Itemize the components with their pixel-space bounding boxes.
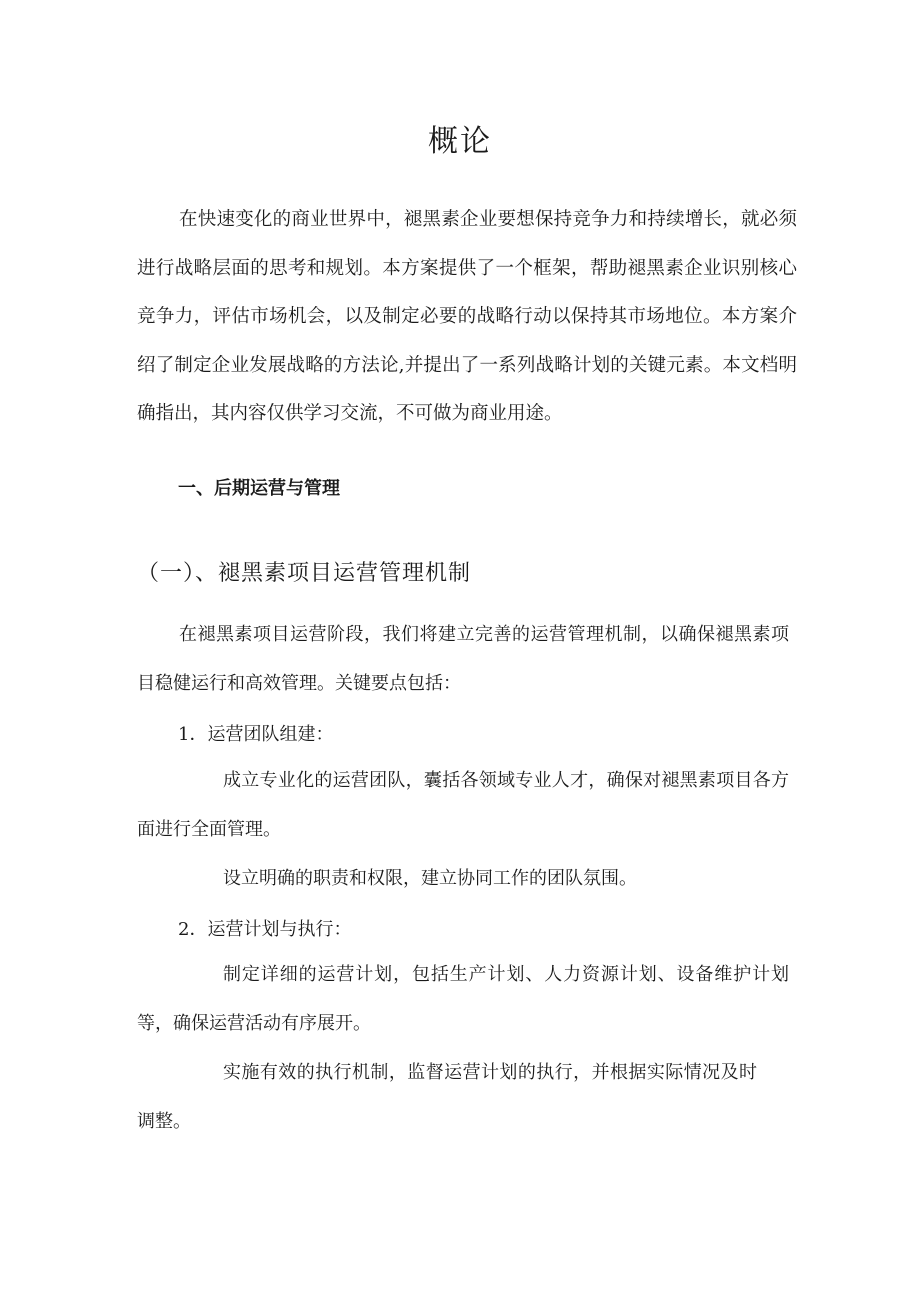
page-title: 概论: [428, 124, 492, 159]
list-item-2-paragraph-2: 实施有效的执行机制，监督运营计划的执行，并根据实际情况及时调整。: [137, 1062, 757, 1132]
list-item-label-2: 2．运营计划与执行：: [178, 919, 352, 940]
section-heading: 一、后期运营与管理: [178, 478, 340, 499]
list-item-label-1: 1．运营团队组建：: [178, 724, 334, 745]
list-item-1-paragraph-2: 设立明确的职责和权限，建立协同工作的团队氛围。: [223, 868, 637, 889]
subsection-lead-paragraph: 在褪黑素项目运营阶段，我们将建立完善的运营管理机制，以确保褪黑素项目稳健运行和高效管理。关键要点包括：: [137, 624, 789, 694]
intro-paragraph: 在快速变化的商业世界中，褪黑素企业要想保持竞争力和持续增长，就必须进行战略层面的思考和规划。本方案提供了一个框架，帮助褪黑素企业识别核心竞争力，评估市场机会，以及制定必要的战略行动以保持其市场地位。本方案介绍了制定企业发展战略的方法论,并提出了一系列战略计划的关键元素。本文档明确指出，其内容仅供学习交流，不可做为商业用途。: [137, 209, 797, 424]
list-item-1-paragraph-1: 成立专业化的运营团队，囊括各领域专业人才，确保对褪黑素项目各方面进行全面管理。: [137, 770, 789, 840]
list-item-2-paragraph-1: 制定详细的运营计划，包括生产计划、人力资源计划、设备维护计划等，确保运营活动有序展开。: [137, 964, 789, 1034]
subsection-heading: （一）、褪黑素项目运营管理机制: [137, 561, 472, 586]
